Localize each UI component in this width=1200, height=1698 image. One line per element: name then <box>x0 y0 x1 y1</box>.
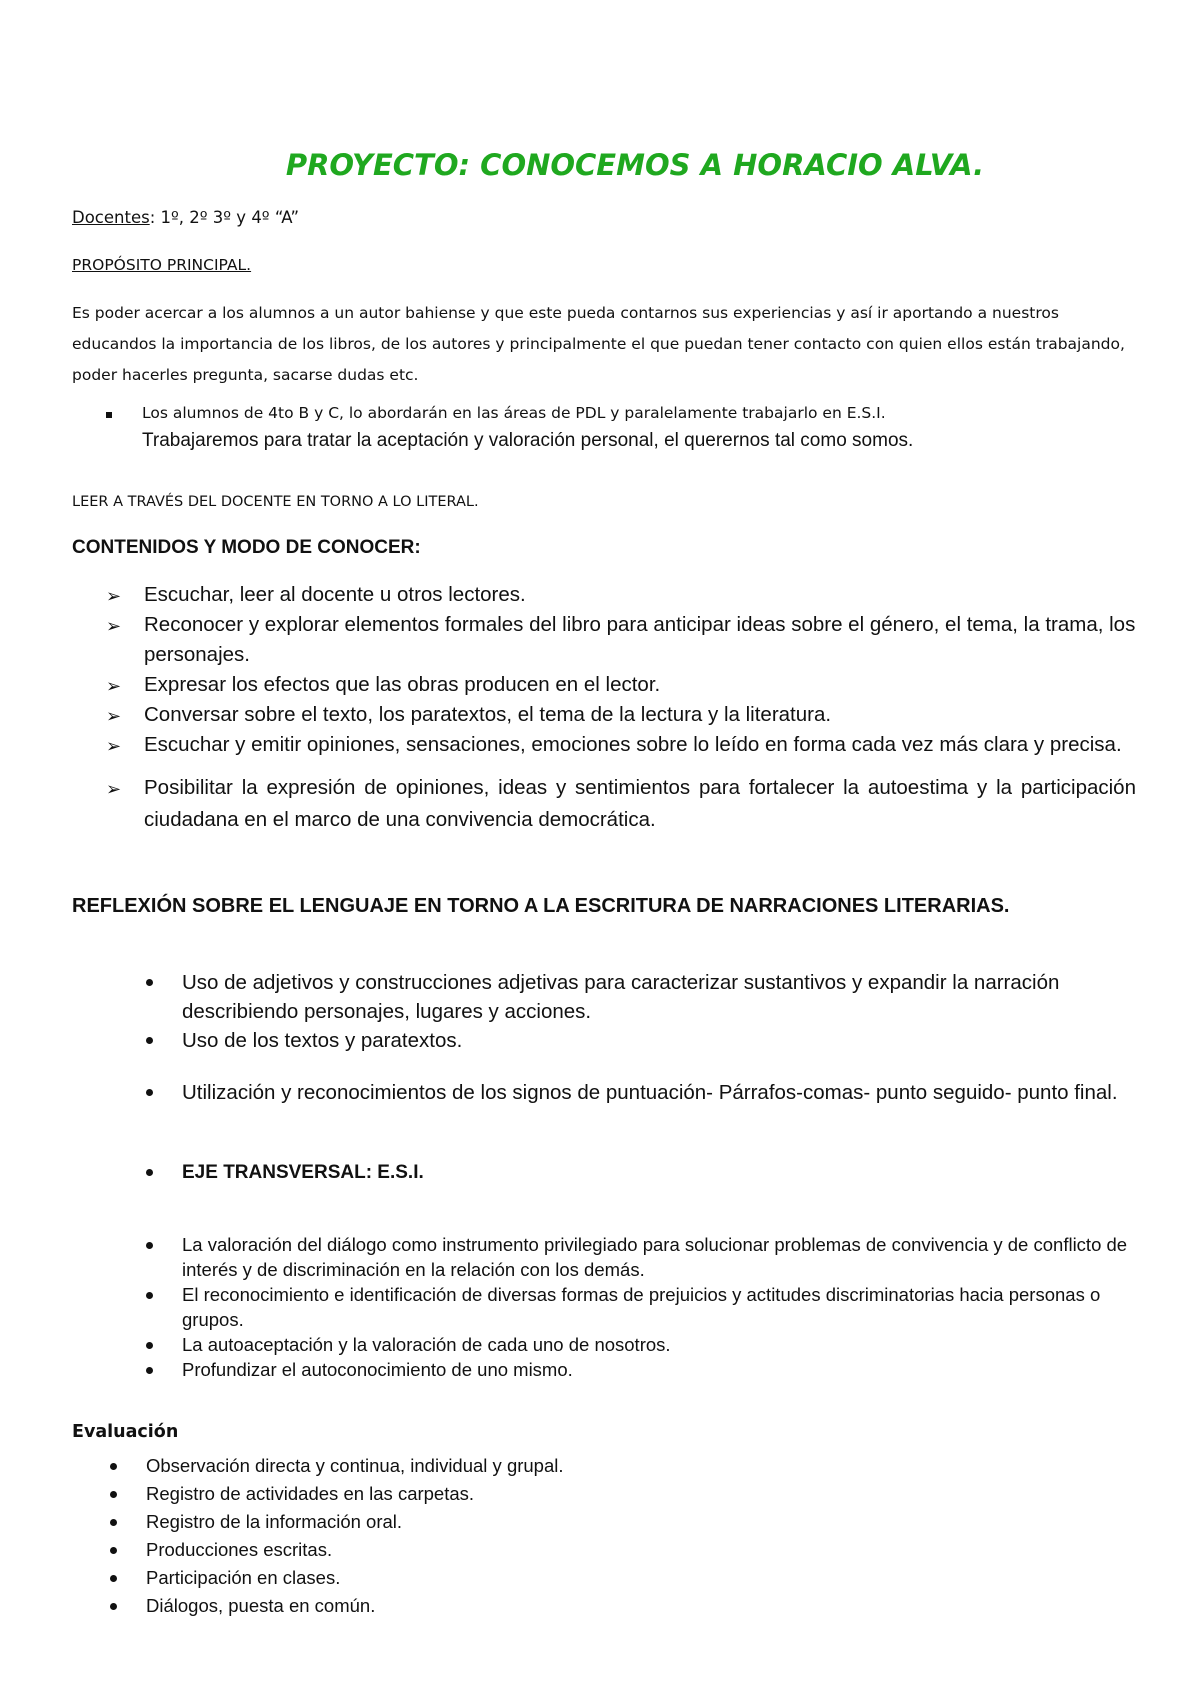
arrow-bullet-icon: ➢ <box>106 706 122 726</box>
leer-heading: LEER A TRAVÉS DEL DOCENTE EN TORNO A LO LITERAL. <box>72 494 479 510</box>
esi-list <box>142 1232 1132 1382</box>
evaluacion-list <box>106 1452 1006 1620</box>
list-item: ➢ Escuchar, leer al docente u otros lectores. <box>106 580 1136 610</box>
bullet-dot-icon <box>146 1292 153 1299</box>
bullet-dot-icon <box>146 1089 153 1096</box>
arrow-bullet-icon: ➢ <box>106 616 122 636</box>
list-item: ➢ Escuchar y emitir opiniones, sensaciones, emociones sobre lo leído en forma cada vez más clara y precisa. <box>106 730 1136 760</box>
docentes-line <box>72 208 299 227</box>
page-title: PROYECTO: CONOCEMOS A HORACIO ALVA. <box>285 148 985 182</box>
list-item: ➢ Posibilitar la expresión de opiniones, ideas y sentimientos para fortalecer la autoestima y la participación ciudadana en el marco de una convivencia democrática. <box>106 772 1136 836</box>
bullet-dot-icon <box>110 1463 117 1470</box>
list-item: EJE TRANSVERSAL: E.S.I. <box>142 1158 1132 1187</box>
bullet-dot-icon <box>146 1242 153 1249</box>
list-item: Observación directa y continua, individual y grupal. <box>106 1452 1006 1480</box>
reflexion-heading: REFLEXIÓN SOBRE EL LENGUAJE EN TORNO A LA ESCRITURA DE NARRACIONES LITERARIAS. <box>72 895 1010 917</box>
bullet-dot-icon <box>146 1367 153 1374</box>
square-bullet-icon <box>106 412 112 418</box>
arrow-bullet-icon: ➢ <box>106 736 122 756</box>
bullet-dot-icon <box>146 979 153 986</box>
reflexion-list-a <box>142 968 1132 1055</box>
list-item: ➢ Expresar los efectos que las obras producen en el lector. <box>106 670 1136 700</box>
proposito-bullet-line1: Los alumnos de 4to B y C, lo abordarán en las áreas de PDL y paralelamente trabajarlo en E.S.I. <box>142 404 886 422</box>
list-item: ➢ Conversar sobre el texto, los paratextos, el tema de la lectura y la literatura. <box>106 700 1136 730</box>
bullet-dot-icon <box>146 1037 153 1044</box>
bullet-dot-icon <box>146 1342 153 1349</box>
bullet-dot-icon <box>110 1575 117 1582</box>
list-item: Producciones escritas. <box>106 1536 1006 1564</box>
reflexion-list-b <box>142 1078 1132 1107</box>
docentes-label: Docentes <box>72 208 150 227</box>
proposito-paragraph: Es poder acercar a los alumnos a un autor bahiense y que este pueda contarnos sus experiencias y así ir aportando a nuestros educandos la importancia de los libros, de los autores y principalmente el que puedan tener contacto con quien ellos están trabajando, poder hacerles pregunta, sacarse dudas etc. <box>72 304 1125 384</box>
list-item: Participación en clases. <box>106 1564 1006 1592</box>
eje-transversal-item <box>142 1158 1132 1187</box>
arrow-bullet-icon: ➢ <box>106 586 122 606</box>
evaluacion-heading: Evaluación <box>72 1422 179 1442</box>
contenidos-heading: CONTENIDOS Y MODO DE CONOCER: <box>72 537 421 558</box>
list-item: El reconocimiento e identificación de diversas formas de prejuicios y actitudes discriminatorias hacia personas o grupos. <box>142 1282 1132 1332</box>
list-item: Uso de los textos y paratextos. <box>142 1026 1132 1055</box>
docentes-value: : 1º, 2º 3º y 4º “A” <box>149 208 300 227</box>
bullet-dot-icon <box>110 1491 117 1498</box>
list-item: La valoración del diálogo como instrumento privilegiado para solucionar problemas de convivencia y de conflicto de interés y de discriminación en la relación con los demás. <box>142 1232 1132 1282</box>
bullet-dot-icon <box>146 1169 153 1176</box>
bullet-dot-icon <box>110 1547 117 1554</box>
bullet-dot-icon <box>110 1519 117 1526</box>
arrow-bullet-icon: ➢ <box>106 779 122 799</box>
list-item: Profundizar el autoconocimiento de uno mismo. <box>142 1357 1132 1382</box>
list-item: Registro de actividades en las carpetas. <box>106 1480 1006 1508</box>
proposito-bullet-line2: Trabajaremos para tratar la aceptación y valoración personal, el querernos tal como somos. <box>142 430 914 451</box>
list-item: Diálogos, puesta en común. <box>106 1592 1006 1620</box>
contenidos-list <box>106 580 1136 836</box>
bullet-dot-icon <box>110 1603 117 1610</box>
list-item: Uso de adjetivos y construcciones adjetivas para caracterizar sustantivos y expandir la narración describiendo personajes, lugares y acciones. <box>142 968 1132 1026</box>
list-item: Registro de la información oral. <box>106 1508 1006 1536</box>
list-item: Utilización y reconocimientos de los signos de puntuación- Párrafos-comas- punto seguido- punto final. <box>142 1078 1132 1107</box>
arrow-bullet-icon: ➢ <box>106 676 122 696</box>
list-item: La autoaceptación y la valoración de cada uno de nosotros. <box>142 1332 1132 1357</box>
proposito-heading: PROPÓSITO PRINCIPAL. <box>72 256 252 274</box>
list-item: ➢ Reconocer y explorar elementos formales del libro para anticipar ideas sobre el género, el tema, la trama, los personajes. <box>106 613 1136 666</box>
